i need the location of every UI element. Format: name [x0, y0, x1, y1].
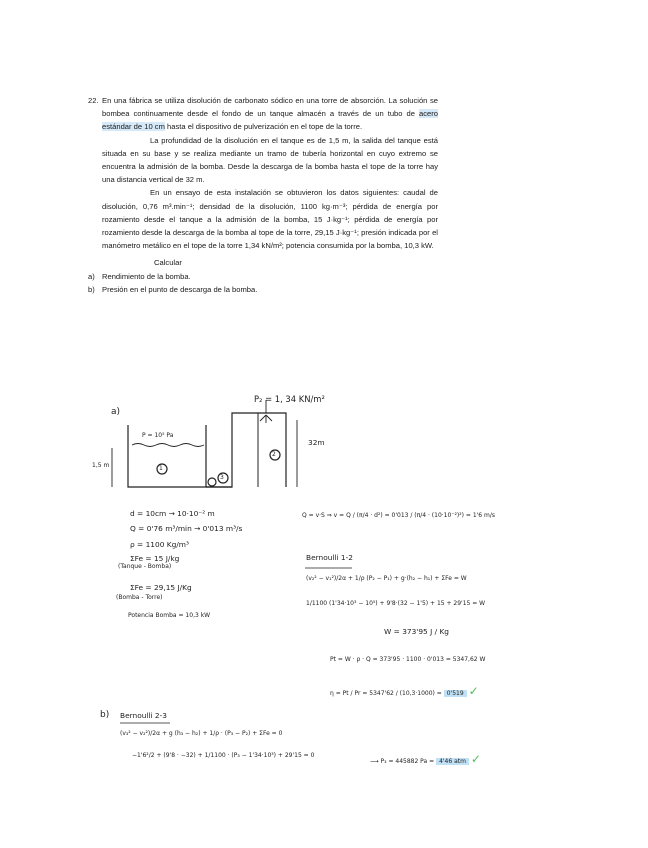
top-pressure-label: P₂ = 1, 34 KN/m²	[254, 394, 325, 404]
data-density: ρ = 1100 Kg/m³	[130, 540, 189, 549]
data-diameter: d = 10cm → 10·10⁻² m	[130, 509, 215, 518]
paragraph-2: La profundidad de la disolución en el tanque es de 1,5 m, la salida del tanque está situada en su base y se realiza mediante un tramo de tubería horizontal en cuyo extremo se encuentra la admisión de la bomba. Desde la descarga de la bomba hasta el tope de la torre hay una distancia vertical de 32 m.	[102, 135, 438, 185]
bernoulli-eq-general: (v₂² − v₁²)/2α + 1/ρ (P₂ − P₁) + g·(h₂ − h₁) + ΣFe = W	[306, 575, 467, 582]
bernoulli-eq-values: 1/1100 (1'34·10³ − 10⁵) + 9'8·(32 − 1'5) + 15 + 29'15 = W	[306, 600, 486, 607]
tank-height-label: 1,5 m	[92, 462, 110, 469]
check-mark-b: ✓	[470, 752, 481, 766]
paragraph-3: En un ensayo de esta instalación se obtuvieron los datos siguientes: caudal de disolución, 0,76 m³.min⁻¹; densidad de la disolución, 1100 kg·m⁻³; pérdida de energía por rozamiento desde el tanque a la admisión de la bomba, 15 J·kg⁻¹; pérdida de energía por rozamiento desde la descarga de la bomba al tope de la torre, 29,15 J·kg⁻¹; presión indicada por el manómetro metálico en el tope de la torre 1,34 kN/m²; potencia consumida por la bomba, 10,3 kW.	[102, 188, 438, 251]
data-loss-1: ΣFe = 15 J/kg	[130, 554, 180, 563]
bernoulli-a-heading: Bernoulli 1-2	[306, 553, 353, 562]
pressure-result: 4'46 atm	[436, 758, 469, 765]
tank-pressure-label: P = 10⁵ Pa	[142, 432, 174, 439]
problem-number: 22.	[88, 96, 99, 105]
data-loss-2: ΣFe = 29,15 J/Kg	[130, 583, 192, 592]
bernoulli-b-heading: Bernoulli 2-3	[120, 711, 167, 720]
pump-icon	[208, 478, 216, 486]
pressure-calc: ⟶ P₃ = 445882 Pa = 4'46 atm ✓	[370, 752, 481, 766]
part-b-label: b)	[100, 710, 110, 720]
tower-height-label: 32m	[308, 438, 325, 447]
spray-nozzle	[260, 415, 272, 423]
velocity-calc: Q = v·S ⇒ v = Q / (π/4 · d²) = 0'013 / (π/4 · (10·10⁻²)²) = 1'6 m/s	[302, 512, 496, 519]
question-b: b) Presión en el punto de descarga de la bomba.	[88, 284, 258, 294]
point-1-label: 1	[159, 465, 163, 472]
data-power: Potencia Bomba = 10,3 kW	[128, 612, 211, 619]
data-loss-1-note: (Tanque - Bomba)	[118, 563, 172, 570]
check-mark-a: ✓	[468, 684, 479, 698]
part-a-label: a)	[111, 407, 121, 417]
calc-heading: Calcular	[154, 258, 182, 268]
bernoulli-b-eq-values: −1'6²/2 + (9'8 · −32) + 1/1100 · (P₃ − 1'34·10³) + 29'15 = 0	[132, 752, 315, 759]
power-calc: Pt = W · ρ · Q = 373'95 · 1100 · 0'013 = 5347,62 W	[330, 656, 486, 663]
point-3-label: 3	[220, 474, 224, 481]
bernoulli-b-eq-general: (v₃² − v₂²)/2α + g (h₃ − h₂) + 1/ρ · (P₃ − P₂) + ΣFe = 0	[120, 730, 283, 737]
data-flow: Q = 0'76 m³/min → 0'013 m³/s	[130, 524, 243, 533]
question-a: a) Rendimiento de la bomba.	[88, 271, 191, 281]
data-loss-2-note: (Bomba - Torre)	[116, 594, 163, 601]
work-result: W = 373'95 J / Kg	[384, 627, 449, 636]
point-2-label: 2	[272, 451, 276, 458]
highlight-pipe: acero estándar de 10 cm	[102, 109, 438, 132]
efficiency-result: 0'519	[444, 690, 467, 697]
efficiency-calc: η = Pt / Pr = 5347'62 / (10,3·1000) = 0'519 ✓	[330, 684, 479, 698]
paragraph-1: En una fábrica se utiliza disolución de carbonato sódico en una torre de absorción. La solución se bombea continuamente desde el fondo de un tanque almacén a través de un tubo de acero estándar de 10 cm hasta el dispositivo de pulverización en el tope de la torre.	[102, 96, 438, 132]
liquid-surface	[132, 444, 204, 447]
